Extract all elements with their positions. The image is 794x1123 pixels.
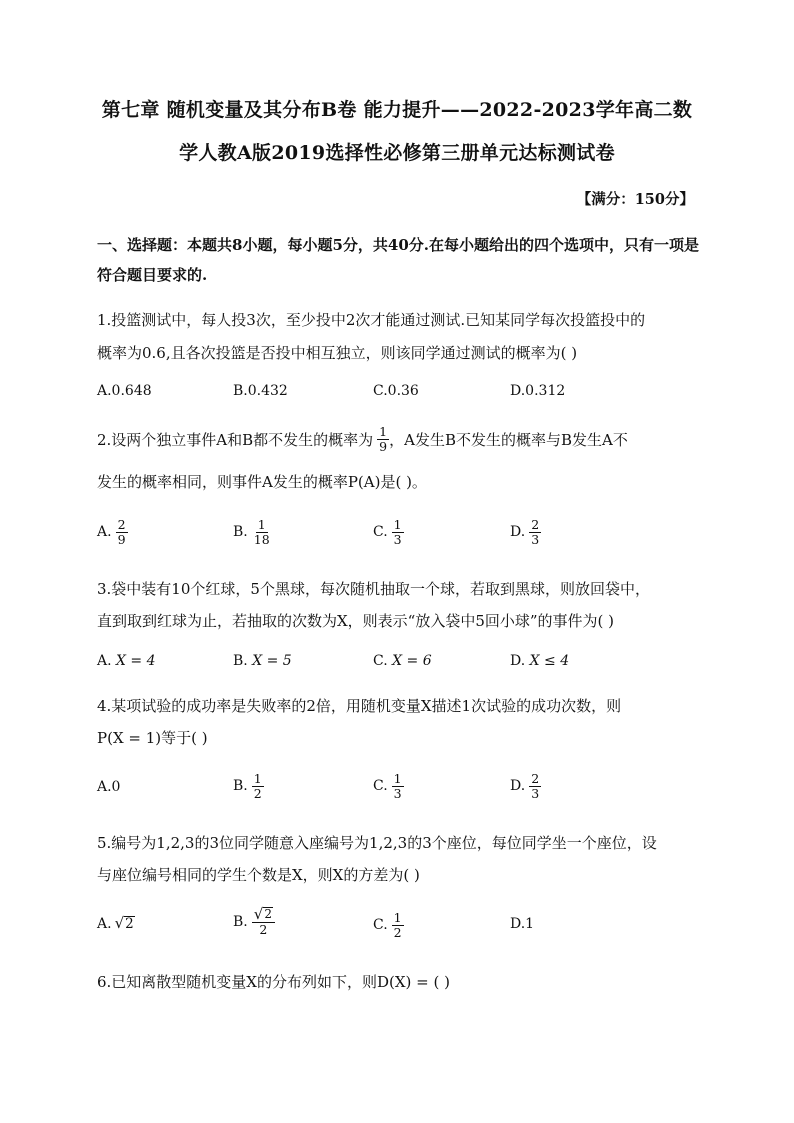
option-label: C. bbox=[373, 778, 388, 795]
fraction-numerator: 1 bbox=[253, 771, 262, 786]
option-label: B. bbox=[233, 524, 248, 541]
q3-text-line-2: 直到取到红球为止，若抽取的次数为X，则表示“放入袋中5回小球”的事件为( ) bbox=[97, 612, 615, 630]
radical-sign-icon: √ bbox=[114, 914, 125, 932]
q2-text-line-1 bbox=[97, 425, 628, 454]
fraction-numerator: 1 bbox=[257, 517, 266, 532]
q3-text-line-1: 3.袋中装有10个红球，5个黑球，每次随机抽取一个球，若取到黑球，则放回袋中， bbox=[97, 580, 650, 598]
option-label: A. bbox=[97, 916, 112, 933]
fraction-numerator: 2 bbox=[531, 517, 540, 532]
q1-option-a: A.0.648 bbox=[97, 383, 152, 399]
option-fraction bbox=[529, 772, 541, 801]
radicand: 2 bbox=[264, 907, 272, 921]
fraction-denominator: 3 bbox=[393, 531, 402, 547]
fraction-denominator: 18 bbox=[253, 531, 270, 547]
option-label: D. bbox=[510, 778, 526, 795]
fraction-numerator: 2 bbox=[117, 517, 126, 532]
q4-option-c bbox=[373, 772, 404, 801]
section-heading-multiple-choice: 一、选择题：本题共8小题，每小题5分，共40分.在每小题给出的四个选项中，只有一项是符合题目要求的. bbox=[97, 236, 699, 284]
option-label: B. bbox=[233, 653, 248, 669]
q2-option-d bbox=[510, 518, 541, 547]
q6-text-line-1: 6.已知离散型随机变量X的分布列如下，则D(X) = ( ) bbox=[97, 973, 450, 991]
q4-text-line-2: P(X = 1)等于( ) bbox=[97, 729, 208, 747]
q5-option-a bbox=[97, 916, 135, 933]
option-fraction bbox=[392, 911, 404, 940]
q1-option-b: B.0.432 bbox=[233, 383, 288, 399]
square-root bbox=[254, 907, 273, 922]
q2-text-line-2: 发生的概率相同，则事件A发生的概率P(A)是( )。 bbox=[97, 473, 427, 491]
q5-text-line-1: 5.编号为1,2,3的3位同学随意入座编号为1,2,3的3个座位，每位同学坐一个座位，设 bbox=[97, 834, 657, 852]
option-fraction bbox=[392, 518, 404, 547]
fraction-numerator: 2 bbox=[531, 771, 540, 786]
fraction-numerator: 1 bbox=[393, 517, 402, 532]
option-label: C. bbox=[373, 653, 388, 669]
option-expression: X ≤ 4 bbox=[529, 653, 570, 669]
option-label: C. bbox=[373, 524, 388, 541]
fraction-numerator: 1 bbox=[379, 424, 388, 439]
option-expression: X = 5 bbox=[252, 653, 292, 669]
fraction-numerator bbox=[252, 907, 275, 923]
q2-line1-suffix: ，A发生B不发生的概率与B发生A不 bbox=[389, 430, 628, 449]
fraction-denominator: 2 bbox=[253, 785, 262, 801]
fraction-denominator: 3 bbox=[531, 531, 540, 547]
option-fraction bbox=[529, 518, 541, 547]
fraction-numerator: 1 bbox=[393, 771, 402, 786]
q4-option-a: A.0 bbox=[97, 779, 121, 795]
q2-option-b bbox=[233, 518, 272, 547]
q5-option-b bbox=[233, 907, 275, 937]
page-title-line-1: 第七章 随机变量及其分布B卷 能力提升——2022-2023学年高二数 bbox=[101, 99, 693, 121]
fraction-numerator: 1 bbox=[393, 910, 402, 925]
q5-text-line-2: 与座位编号相同的学生个数是X，则X的方差为( ) bbox=[97, 866, 420, 884]
option-label: D. bbox=[510, 524, 526, 541]
option-expression: X = 6 bbox=[392, 653, 432, 669]
fraction-denominator: 2 bbox=[259, 922, 268, 937]
option-label: A. bbox=[97, 524, 112, 541]
q1-text-line-1: 1.投篮测试中，每人投3次，至少投中2次才能通过测试.已知某同学每次投篮投中的 bbox=[97, 311, 646, 329]
q5-option-c bbox=[373, 911, 404, 940]
fraction-denominator: 3 bbox=[393, 785, 402, 801]
square-root bbox=[115, 916, 135, 933]
option-label: C. bbox=[373, 917, 388, 934]
q1-text-line-2: 概率为0.6,且各次投篮是否投中相互独立，则该同学通过测试的概率为( ) bbox=[97, 344, 578, 362]
option-expression: X = 4 bbox=[116, 653, 156, 669]
option-label: D. bbox=[510, 653, 526, 669]
q5-option-d: D.1 bbox=[510, 916, 535, 932]
q4-option-b bbox=[233, 772, 264, 801]
q3-option-b bbox=[233, 653, 292, 669]
q3-option-a bbox=[97, 653, 156, 669]
option-fraction bbox=[252, 907, 275, 937]
q4-text-line-1: 4.某项试验的成功率是失败率的2倍，用随机变量X描述1次试验的成功次数，则 bbox=[97, 697, 622, 715]
fraction-denominator: 2 bbox=[393, 924, 402, 940]
q2-option-a bbox=[97, 518, 128, 547]
radical-sign-icon: √ bbox=[253, 905, 264, 923]
fraction-denominator: 3 bbox=[531, 785, 540, 801]
option-label: B. bbox=[233, 913, 248, 930]
option-fraction bbox=[252, 772, 264, 801]
q1-option-d: D.0.312 bbox=[510, 383, 566, 399]
radicand: 2 bbox=[125, 916, 134, 932]
q2-line1-prefix: 2.设两个独立事件A和B都不发生的概率为 bbox=[97, 430, 374, 449]
option-label: A. bbox=[97, 653, 112, 669]
q3-option-d bbox=[510, 653, 569, 669]
option-fraction bbox=[392, 772, 404, 801]
fraction-denominator: 9 bbox=[117, 531, 126, 547]
option-fraction bbox=[252, 518, 272, 547]
option-fraction bbox=[116, 518, 128, 547]
q2-inline-fraction bbox=[377, 425, 389, 454]
fraction-denominator: 9 bbox=[379, 438, 388, 454]
q4-option-d bbox=[510, 772, 541, 801]
q1-option-c: C.0.36 bbox=[373, 383, 419, 399]
q3-option-c bbox=[373, 653, 432, 669]
total-score: 【满分：150分】 bbox=[576, 191, 694, 208]
page-title-line-2: 学人教A版2019选择性必修第三册单元达标测试卷 bbox=[179, 142, 615, 164]
option-label: B. bbox=[233, 778, 248, 795]
q2-option-c bbox=[373, 518, 404, 547]
